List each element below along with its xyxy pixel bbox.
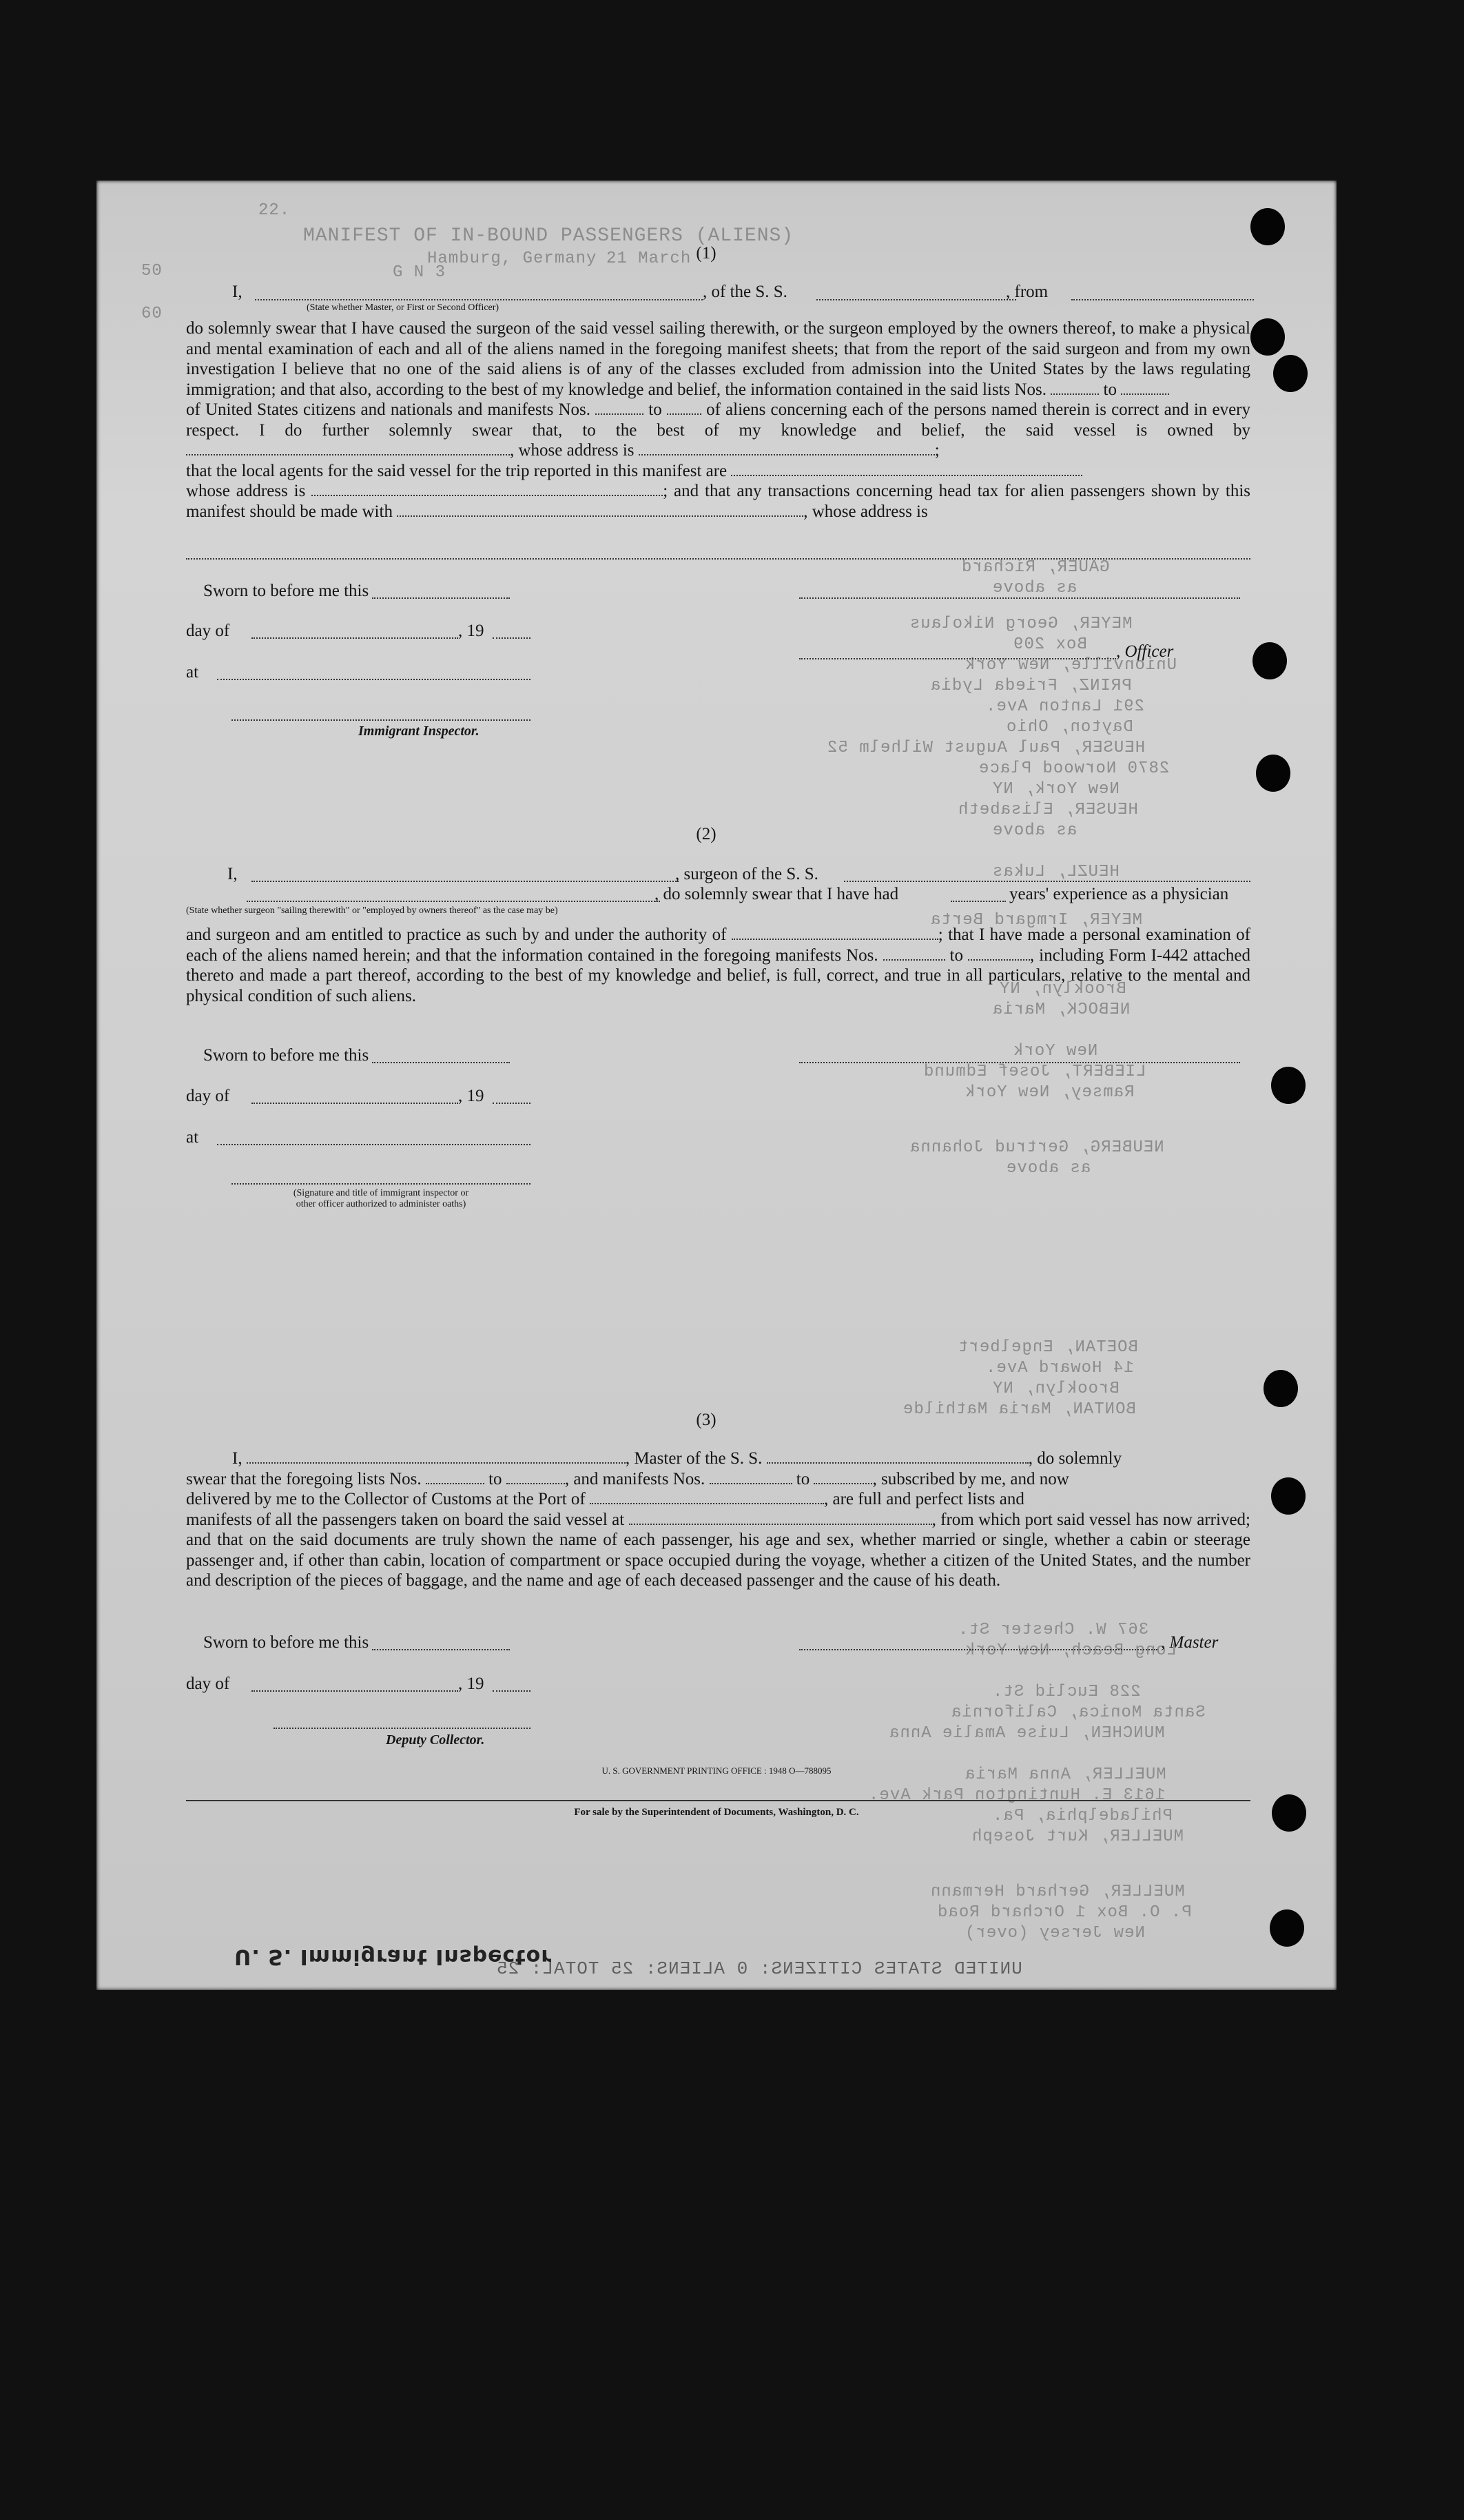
- ghost-row: HEUZL, Lukas: [992, 863, 1120, 881]
- s2-i-label: I,: [227, 865, 238, 883]
- s3-manifests-all-label: manifests of all the passengers taken on board the said vessel at: [186, 1510, 625, 1529]
- s1-officer-signature-line-2[interactable]: [799, 658, 1116, 659]
- s1-of-ss-label: , of the S. S.: [703, 283, 787, 301]
- s2-day-field[interactable]: [251, 1103, 458, 1104]
- s1-whose-address-1: , whose address is: [510, 441, 635, 460]
- section-3-number: (3): [696, 1411, 716, 1429]
- s2-sworn-label: Sworn to before me this: [203, 1046, 369, 1065]
- s1-local-agents-text: that the local agents for the said vessel for the trip reported in this manifest are: [186, 461, 728, 480]
- s3-sworn-field[interactable]: [372, 1649, 510, 1650]
- s1-inspector-label: Immigrant Inspector.: [358, 724, 480, 739]
- gpo-imprint: U. S. GOVERNMENT PRINTING OFFICE : 1948 O—788095: [601, 1765, 832, 1776]
- s1-to2-word: to: [648, 400, 662, 419]
- s2-years-field[interactable]: [951, 901, 1006, 902]
- ghost-row: Box 209: [1013, 635, 1087, 654]
- s3-year-field[interactable]: [493, 1690, 530, 1692]
- ghost-left-num-1: 50: [141, 262, 163, 280]
- ghost-row: Long Beach, New York: [965, 1641, 1177, 1660]
- ghost-totals: UNITED STATES CITIZENS: 0 ALIENS: 25 TOTAL: 25: [496, 1958, 1022, 1979]
- s3-master-signature-line[interactable]: [799, 1649, 1157, 1650]
- s3-day-field[interactable]: [251, 1690, 458, 1692]
- ghost-row: Unionville, New York: [965, 656, 1177, 675]
- punch-hole: [1273, 355, 1308, 392]
- s2-surgeon-name-field[interactable]: [251, 881, 679, 882]
- s2-status-caption: (State whether surgeon "sailing therewith" or "employed by owners thereof" as the case may be): [186, 905, 558, 916]
- s2-day-of-label: day of: [186, 1087, 230, 1105]
- s1-whose-address-3: , whose address is: [803, 502, 928, 521]
- s2-sig-caption-2: other officer authorized to administer oaths): [296, 1199, 466, 1209]
- s3-day-of-label: day of: [186, 1674, 230, 1693]
- ghost-row: 228 Euclid St.: [992, 1683, 1141, 1701]
- s3-i-label: I,: [232, 1449, 243, 1468]
- reversed-inspector-stamp: U. S. Immigrant Inspector: [234, 1945, 552, 1969]
- ghost-row: MUELLER, Gerhard Hermann: [930, 1883, 1185, 1901]
- ghost-row: 291 Lanton Ave.: [985, 697, 1145, 716]
- ghost-row: HEUSER, Paul August Wilhelm 52: [827, 739, 1146, 757]
- s2-at-field[interactable]: [217, 1144, 530, 1145]
- s1-vessel-field[interactable]: [816, 299, 1016, 300]
- ghost-row: Santa Monica, California: [951, 1703, 1206, 1722]
- s1-of-us-text: of United States citizens and nationals and manifests Nos.: [186, 400, 590, 419]
- punch-hole: [1270, 1909, 1304, 1947]
- s1-year-field[interactable]: [493, 637, 530, 639]
- punch-hole: [1250, 208, 1285, 245]
- s2-status-field[interactable]: [247, 901, 660, 902]
- s1-from-label: , from: [1006, 283, 1049, 301]
- ghost-row: MUELLER, Anna Maria: [965, 1765, 1166, 1784]
- s2-year-label: , 19: [458, 1087, 484, 1105]
- ghost-row: 1613 E. Huntington Park Ave.: [868, 1786, 1166, 1805]
- punch-hole: [1264, 1370, 1298, 1407]
- ghost-row: New Jersey (over): [965, 1924, 1145, 1943]
- s1-to-word: to: [1103, 380, 1117, 399]
- ghost-row: MUELLER, Kurt Joseph: [971, 1827, 1184, 1846]
- ghost-row: PRINZ, Frieda Lydia: [930, 677, 1132, 695]
- s1-body: do solemnly swear that I have caused the surgeon of the said vessel sailing therewith, or the surgeon employed by the owners thereof, to make a physical and mental examination of each and all of the aliens named in the foregoing manifest sheets; that from the report of the said surgeon and from my own investigation I believe that no one of the said aliens is of any of the classes excluded from admission into the United States by the laws regulating immigration; and that also, according to the best of my knowledge and belief, the information contained in the said lists Nos. to of United States citizens and nationals and manifests Nos. to of aliens concerning each of the persons named therein is correct and in every respect. I do further solemnly swear that, to the best of my knowledge and belief, the said vessel is owned by , whose address is ; that the local agents for the said vessel for the trip reported in this manifest are whose address is ; and that any transactions concerning head tax for alien passengers shown by this manifest should be made with , whose address is: [186, 319, 1250, 521]
- s2-body2-text: that I have made a personal examination of each of the aliens named herein; and that the information contained in the foregoing manifests Nos.: [186, 925, 1251, 965]
- ghost-row: P. O. Box 1 Orchard Road: [937, 1903, 1192, 1922]
- ghost-row: LIEBERT, Josef Edmund: [923, 1063, 1146, 1081]
- ghost-row: MEYER, Georg Nikolaus: [909, 615, 1133, 633]
- s1-at-field[interactable]: [217, 679, 530, 680]
- ghost-row: NEBOCK, Maria: [992, 1001, 1131, 1019]
- footer-rule: [186, 1800, 1250, 1801]
- s1-inspector-signature-line[interactable]: [231, 719, 530, 721]
- s1-from-field[interactable]: [1071, 299, 1254, 300]
- punch-hole: [1256, 755, 1290, 792]
- ghost-left-num-2: 60: [141, 305, 163, 323]
- s2-body: and surgeon and am entitled to practice as such by and under the authority of ; that I have made a personal examination of each of the aliens named herein; and that the information contained in the foregoing manifests Nos. to , including Form I-442 attached thereto and made a part thereof, according to the best of my knowledge and belief, is full, correct, and true in all particulars, relative to the mental and physical condition of such aliens.: [186, 925, 1251, 1005]
- s1-master-caption: (State whether Master, or First or Second Officer): [307, 303, 499, 313]
- s2-vessel-field[interactable]: [844, 881, 1250, 882]
- manifest-verification-page: [96, 181, 1337, 1990]
- s2-sworn-field[interactable]: [372, 1062, 510, 1063]
- ghost-row: Philadelphia, Pa.: [992, 1807, 1173, 1825]
- ghost-row: as above: [1006, 1159, 1091, 1178]
- ghost-row: 367 W. Chester St.: [958, 1621, 1149, 1639]
- s1-body-text: do solemnly swear that I have caused the surgeon of the said vessel sailing therewith, or the surgeon employed by the owners thereof, to make a physical and mental examination of each and all of the aliens named in the foregoing manifest sheets; that from the report of the said surgeon and from my own investigation I believe that no one of the said aliens is of any of the classes excluded from admission into the United States by the laws regulating immigration; and that also, according to the best of my knowledge and belief, the information contained in the said lists Nos.: [186, 319, 1250, 399]
- s3-and-manifests-label: , and manifests Nos.: [564, 1469, 705, 1488]
- s2-surgeon-of-label: , surgeon of the S. S.: [675, 865, 818, 883]
- punch-hole: [1252, 642, 1287, 679]
- s2-year-field[interactable]: [493, 1103, 530, 1104]
- s1-officer-signature-line-1[interactable]: [799, 597, 1240, 599]
- punch-hole: [1271, 1067, 1306, 1104]
- s3-to1-word: to: [488, 1469, 502, 1488]
- ghost-row: 2870 Norwood Place: [978, 759, 1170, 778]
- s3-swear-lists-label: swear that the foregoing lists Nos.: [186, 1469, 422, 1488]
- s3-delivered-label: delivered by me to the Collector of Customs at the Port of: [186, 1490, 586, 1508]
- s1-master-name-field[interactable]: [255, 299, 703, 300]
- ghost-row: MEYER, Irmgard Berta: [930, 911, 1143, 930]
- s3-from-which-label: , from which: [931, 1510, 1021, 1529]
- section-1-number: (1): [696, 244, 716, 263]
- s2-body-text: and surgeon and am entitled to practice as such by and under the authority of: [186, 925, 727, 944]
- ghost-header-code: G N 3: [393, 263, 446, 282]
- s1-at-label: at: [186, 663, 199, 682]
- s1-of-aliens-text: of aliens concerning each of the persons named therein is correct and in every respect. I do further solemnly swear that, to the best of my knowledge and belief, the said vessel is owned by: [186, 400, 1250, 440]
- s2-sig-caption-1: (Signature and title of immigrant inspector or: [293, 1188, 469, 1198]
- ghost-row: 14 Howard Ave.: [985, 1359, 1134, 1377]
- s1-year-label: , 19: [458, 622, 484, 640]
- ghost-header-place: Hamburg, Germany: [427, 249, 597, 268]
- s1-day-of-label: day of: [186, 622, 230, 640]
- s2-swear-label: , do solemnly swear that I have had: [654, 885, 899, 903]
- s3-master-of-label: , Master of the S. S.: [625, 1449, 763, 1468]
- s3-full-perfect-label: , are full and perfect lists and: [824, 1490, 1024, 1508]
- punch-hole: [1250, 318, 1285, 356]
- ghost-row: MUNCHEN, Luise Amalie Anna: [889, 1724, 1165, 1743]
- s1-head-tax-text: ; and that any transactions concerning head tax for alien passengers shown by this manifest should be made with: [186, 482, 1250, 521]
- ghost-row: BONTAN, Maria Mathilde: [903, 1400, 1136, 1419]
- punch-hole: [1271, 1477, 1306, 1515]
- s3-solemnly-label: , do solemnly: [1028, 1449, 1122, 1468]
- s2-years-label: years' experience as a physician: [1009, 885, 1229, 903]
- ghost-header-title: MANIFEST OF IN-BOUND PASSENGERS (ALIENS): [303, 225, 794, 247]
- ghost-row: New York: [1013, 1042, 1098, 1061]
- ghost-row: Ramsey, New York: [965, 1083, 1135, 1102]
- ghost-row: New York, NY: [992, 780, 1120, 799]
- section-2-number: (2): [696, 825, 716, 843]
- ghost-row: as above: [992, 579, 1078, 597]
- s2-body3-text: , including Form I-442 attached thereto and made a part thereof, according to the best of my knowledge and belief, is full, correct, and true in all particulars, relative to the mental and physical condition of such aliens.: [186, 945, 1250, 1005]
- ghost-row: GAUER, Richard: [961, 558, 1110, 577]
- s3-body: [186, 1448, 1250, 1591]
- s3-subscribed-label: , subscribed by me, and now: [872, 1469, 1069, 1488]
- s3-body-text: port said vessel has now arrived; and that on the said documents are truly shown the name of each passenger, his age and sex, whether married or single, whether a cabin or steerage passenger and, if other than cabin, location of compartment or space occupied during the voyage, whether a citizen of the United States, and the number and description of the pieces of baggage, and the name and age of each deceased passenger and the cause of his death.: [186, 1510, 1250, 1590]
- ghost-row: HEUSER, Elisabeth: [958, 801, 1138, 819]
- s1-i-label: I,: [232, 283, 243, 301]
- ghost-header-date: 21 March: [606, 249, 692, 268]
- s1-day-field[interactable]: [251, 637, 458, 639]
- s3-year-label: , 19: [458, 1674, 484, 1693]
- s3-sworn-label: Sworn to before me this: [203, 1633, 369, 1652]
- ghost-row: BOETAN, Engelbert: [958, 1338, 1138, 1357]
- s1-sworn-label: Sworn to before me this: [203, 582, 369, 600]
- ghost-header-no: 22.: [258, 201, 291, 220]
- ghost-row: Brooklyn, NY: [992, 1380, 1120, 1398]
- s2-officer-signature-line[interactable]: [231, 1183, 530, 1185]
- ghost-row: NEUBERG, Gertrud Johanna: [909, 1138, 1164, 1157]
- ghost-row: as above: [992, 821, 1078, 840]
- ghost-row: Dayton, Ohio: [1006, 718, 1133, 737]
- s2-surgeon-signature-line[interactable]: [799, 1062, 1240, 1063]
- s3-deputy-signature-line[interactable]: [274, 1728, 530, 1729]
- ghost-row: Brooklyn, NY: [999, 980, 1126, 998]
- s3-deputy-label: Deputy Collector.: [386, 1732, 485, 1748]
- s1-officer-label: , Officer: [1116, 642, 1174, 661]
- s1-sworn-field[interactable]: [372, 597, 510, 599]
- punch-hole: [1272, 1794, 1306, 1832]
- s2-at-label: at: [186, 1128, 199, 1147]
- s2-to-word: to: [949, 945, 963, 965]
- s3-master-label: , Master: [1161, 1633, 1219, 1652]
- s3-to2-word: to: [796, 1469, 810, 1488]
- for-sale-note: For sale by the Superintendent of Documents, Washington, D. C.: [574, 1807, 859, 1818]
- s1-whose-address-2: whose address is: [186, 482, 306, 500]
- s1-address-line-1[interactable]: [186, 558, 1250, 560]
